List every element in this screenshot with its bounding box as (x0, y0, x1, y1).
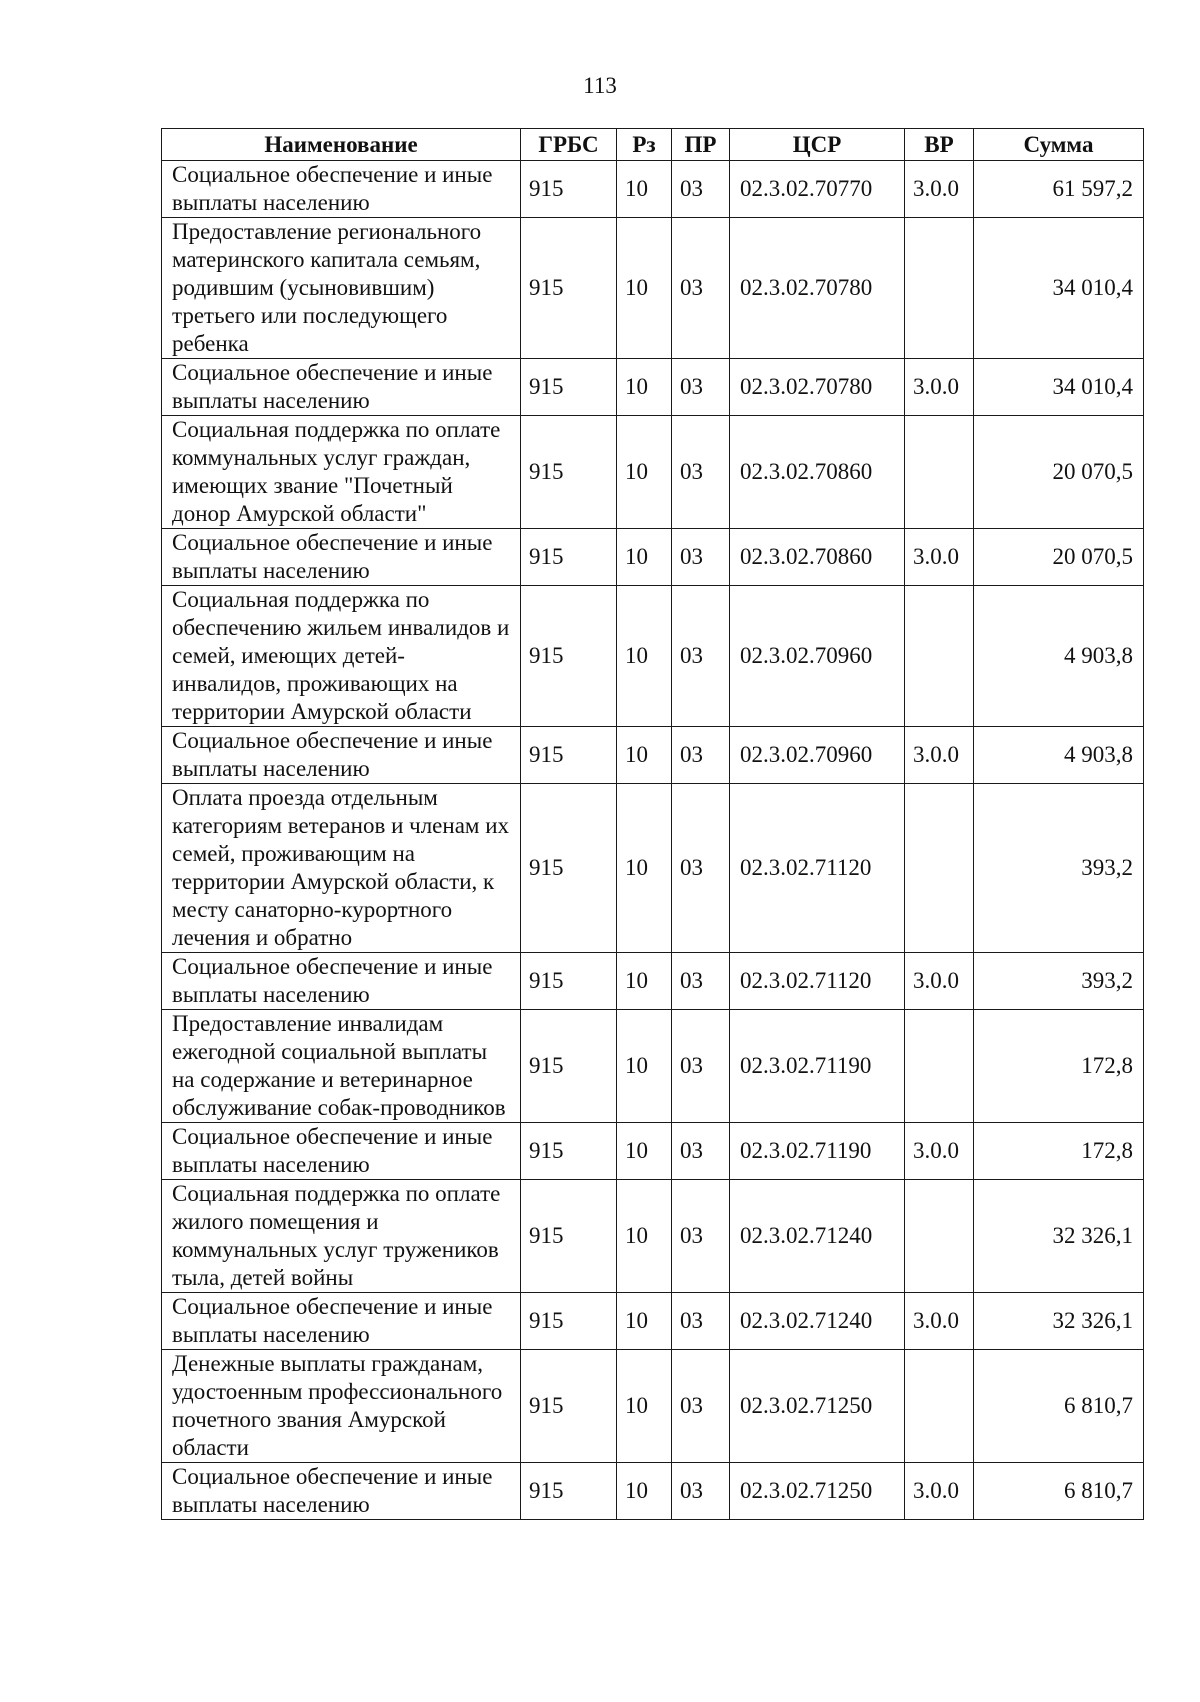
table-row (162, 416, 1144, 529)
cell-rz: 10 (617, 1180, 672, 1293)
cell-grbs: 915 (521, 1350, 617, 1463)
cell-pr: 03 (672, 529, 730, 586)
cell-vr (905, 1010, 974, 1123)
header-grbs: ГРБС (521, 129, 617, 161)
cell-csr: 02.3.02.70780 (730, 359, 905, 416)
cell-sum: 32 326,1 (974, 1293, 1144, 1350)
cell-rz: 10 (617, 529, 672, 586)
header-sum: Сумма (974, 129, 1144, 161)
cell-pr: 03 (672, 416, 730, 529)
cell-rz: 10 (617, 161, 672, 218)
table-row (162, 359, 1144, 416)
cell-pr: 03 (672, 161, 730, 218)
cell-pr: 03 (672, 953, 730, 1010)
table-row (162, 1180, 1144, 1293)
header-csr: ЦСР (730, 129, 905, 161)
cell-name: Предоставление инвалидам ежегодной социальной выплаты на содержание и ветеринарное обслуживание собак-проводников (162, 1010, 521, 1123)
cell-vr: 3.0.0 (905, 727, 974, 784)
cell-sum: 4 903,8 (974, 727, 1144, 784)
cell-csr: 02.3.02.70780 (730, 218, 905, 359)
table-row (162, 586, 1144, 727)
cell-rz: 10 (617, 784, 672, 953)
cell-sum: 20 070,5 (974, 529, 1144, 586)
cell-sum: 34 010,4 (974, 218, 1144, 359)
table-row (162, 784, 1144, 953)
cell-grbs: 915 (521, 586, 617, 727)
budget-table (161, 128, 1144, 1520)
cell-grbs: 915 (521, 784, 617, 953)
table-row (162, 727, 1144, 784)
cell-name: Предоставление регионального материнского капитала семьям, родившим (усыновившим) третьего или последующего ребенка (162, 218, 521, 359)
cell-vr: 3.0.0 (905, 1123, 974, 1180)
cell-csr: 02.3.02.71240 (730, 1180, 905, 1293)
cell-vr: 3.0.0 (905, 1463, 974, 1520)
cell-vr (905, 1350, 974, 1463)
cell-name: Социальная поддержка по оплате коммунальных услуг граждан, имеющих звание "Почетный донор Амурской области" (162, 416, 521, 529)
cell-pr: 03 (672, 1293, 730, 1350)
cell-pr: 03 (672, 1350, 730, 1463)
cell-csr: 02.3.02.70960 (730, 586, 905, 727)
cell-grbs: 915 (521, 1463, 617, 1520)
cell-sum: 393,2 (974, 784, 1144, 953)
cell-csr: 02.3.02.71240 (730, 1293, 905, 1350)
cell-rz: 10 (617, 1463, 672, 1520)
cell-csr: 02.3.02.71250 (730, 1463, 905, 1520)
cell-grbs: 915 (521, 218, 617, 359)
cell-csr: 02.3.02.70860 (730, 529, 905, 586)
cell-rz: 10 (617, 1123, 672, 1180)
cell-name: Социальное обеспечение и иные выплаты населению (162, 727, 521, 784)
cell-grbs: 915 (521, 1123, 617, 1180)
cell-sum: 172,8 (974, 1010, 1144, 1123)
cell-pr: 03 (672, 727, 730, 784)
cell-vr: 3.0.0 (905, 1293, 974, 1350)
table-row (162, 1350, 1144, 1463)
cell-name: Социальное обеспечение и иные выплаты населению (162, 953, 521, 1010)
cell-name: Социальное обеспечение и иные выплаты населению (162, 1123, 521, 1180)
cell-vr: 3.0.0 (905, 953, 974, 1010)
cell-name: Социальная поддержка по обеспечению жильем инвалидов и семей, имеющих детей-инвалидов, проживающих на территории Амурской области (162, 586, 521, 727)
table-row (162, 218, 1144, 359)
cell-vr (905, 218, 974, 359)
cell-name: Оплата проезда отдельным категориям ветеранов и членам их семей, проживающим на территории Амурской области, к месту санаторно-курортного лечения и обратно (162, 784, 521, 953)
table-row (162, 953, 1144, 1010)
header-pr: ПР (672, 129, 730, 161)
header-name: Наименование (162, 129, 521, 161)
cell-name: Социальное обеспечение и иные выплаты населению (162, 161, 521, 218)
cell-name: Социальная поддержка по оплате жилого помещения и коммунальных услуг тружеников тыла, детей войны (162, 1180, 521, 1293)
cell-pr: 03 (672, 1463, 730, 1520)
table-row (162, 1010, 1144, 1123)
cell-vr: 3.0.0 (905, 359, 974, 416)
cell-pr: 03 (672, 359, 730, 416)
page-number: 113 (583, 73, 617, 98)
cell-rz: 10 (617, 416, 672, 529)
cell-grbs: 915 (521, 1010, 617, 1123)
cell-grbs: 915 (521, 529, 617, 586)
cell-csr: 02.3.02.70860 (730, 416, 905, 529)
table-row (162, 161, 1144, 218)
cell-vr (905, 1180, 974, 1293)
cell-vr (905, 586, 974, 727)
cell-name: Социальное обеспечение и иные выплаты населению (162, 1293, 521, 1350)
cell-pr: 03 (672, 586, 730, 727)
cell-pr: 03 (672, 784, 730, 953)
cell-pr: 03 (672, 1180, 730, 1293)
cell-name: Денежные выплаты гражданам, удостоенным профессионального почетного звания Амурской области (162, 1350, 521, 1463)
cell-vr: 3.0.0 (905, 529, 974, 586)
header-vr: ВР (905, 129, 974, 161)
table-header-row (162, 129, 1144, 161)
cell-vr (905, 784, 974, 953)
cell-rz: 10 (617, 1010, 672, 1123)
cell-grbs: 915 (521, 1293, 617, 1350)
table-row (162, 1463, 1144, 1520)
cell-pr: 03 (672, 218, 730, 359)
table-row (162, 1293, 1144, 1350)
cell-pr: 03 (672, 1123, 730, 1180)
cell-csr: 02.3.02.70770 (730, 161, 905, 218)
cell-rz: 10 (617, 953, 672, 1010)
cell-csr: 02.3.02.71250 (730, 1350, 905, 1463)
cell-name: Социальное обеспечение и иные выплаты населению (162, 529, 521, 586)
cell-grbs: 915 (521, 1180, 617, 1293)
cell-grbs: 915 (521, 727, 617, 784)
cell-grbs: 915 (521, 359, 617, 416)
table-row (162, 1123, 1144, 1180)
cell-rz: 10 (617, 1293, 672, 1350)
cell-name: Социальное обеспечение и иные выплаты населению (162, 1463, 521, 1520)
table-row (162, 529, 1144, 586)
cell-rz: 10 (617, 586, 672, 727)
cell-rz: 10 (617, 218, 672, 359)
cell-sum: 34 010,4 (974, 359, 1144, 416)
cell-csr: 02.3.02.71120 (730, 784, 905, 953)
cell-csr: 02.3.02.70960 (730, 727, 905, 784)
header-rz: Рз (617, 129, 672, 161)
cell-csr: 02.3.02.71190 (730, 1123, 905, 1180)
cell-csr: 02.3.02.71120 (730, 953, 905, 1010)
cell-sum: 393,2 (974, 953, 1144, 1010)
cell-vr (905, 416, 974, 529)
cell-grbs: 915 (521, 953, 617, 1010)
cell-vr: 3.0.0 (905, 161, 974, 218)
cell-grbs: 915 (521, 416, 617, 529)
cell-sum: 20 070,5 (974, 416, 1144, 529)
cell-rz: 10 (617, 359, 672, 416)
cell-sum: 6 810,7 (974, 1350, 1144, 1463)
cell-sum: 61 597,2 (974, 161, 1144, 218)
cell-rz: 10 (617, 1350, 672, 1463)
cell-sum: 4 903,8 (974, 586, 1144, 727)
cell-grbs: 915 (521, 161, 617, 218)
cell-rz: 10 (617, 727, 672, 784)
cell-csr: 02.3.02.71190 (730, 1010, 905, 1123)
cell-pr: 03 (672, 1010, 730, 1123)
cell-sum: 172,8 (974, 1123, 1144, 1180)
cell-sum: 6 810,7 (974, 1463, 1144, 1520)
cell-sum: 32 326,1 (974, 1180, 1144, 1293)
cell-name: Социальное обеспечение и иные выплаты населению (162, 359, 521, 416)
